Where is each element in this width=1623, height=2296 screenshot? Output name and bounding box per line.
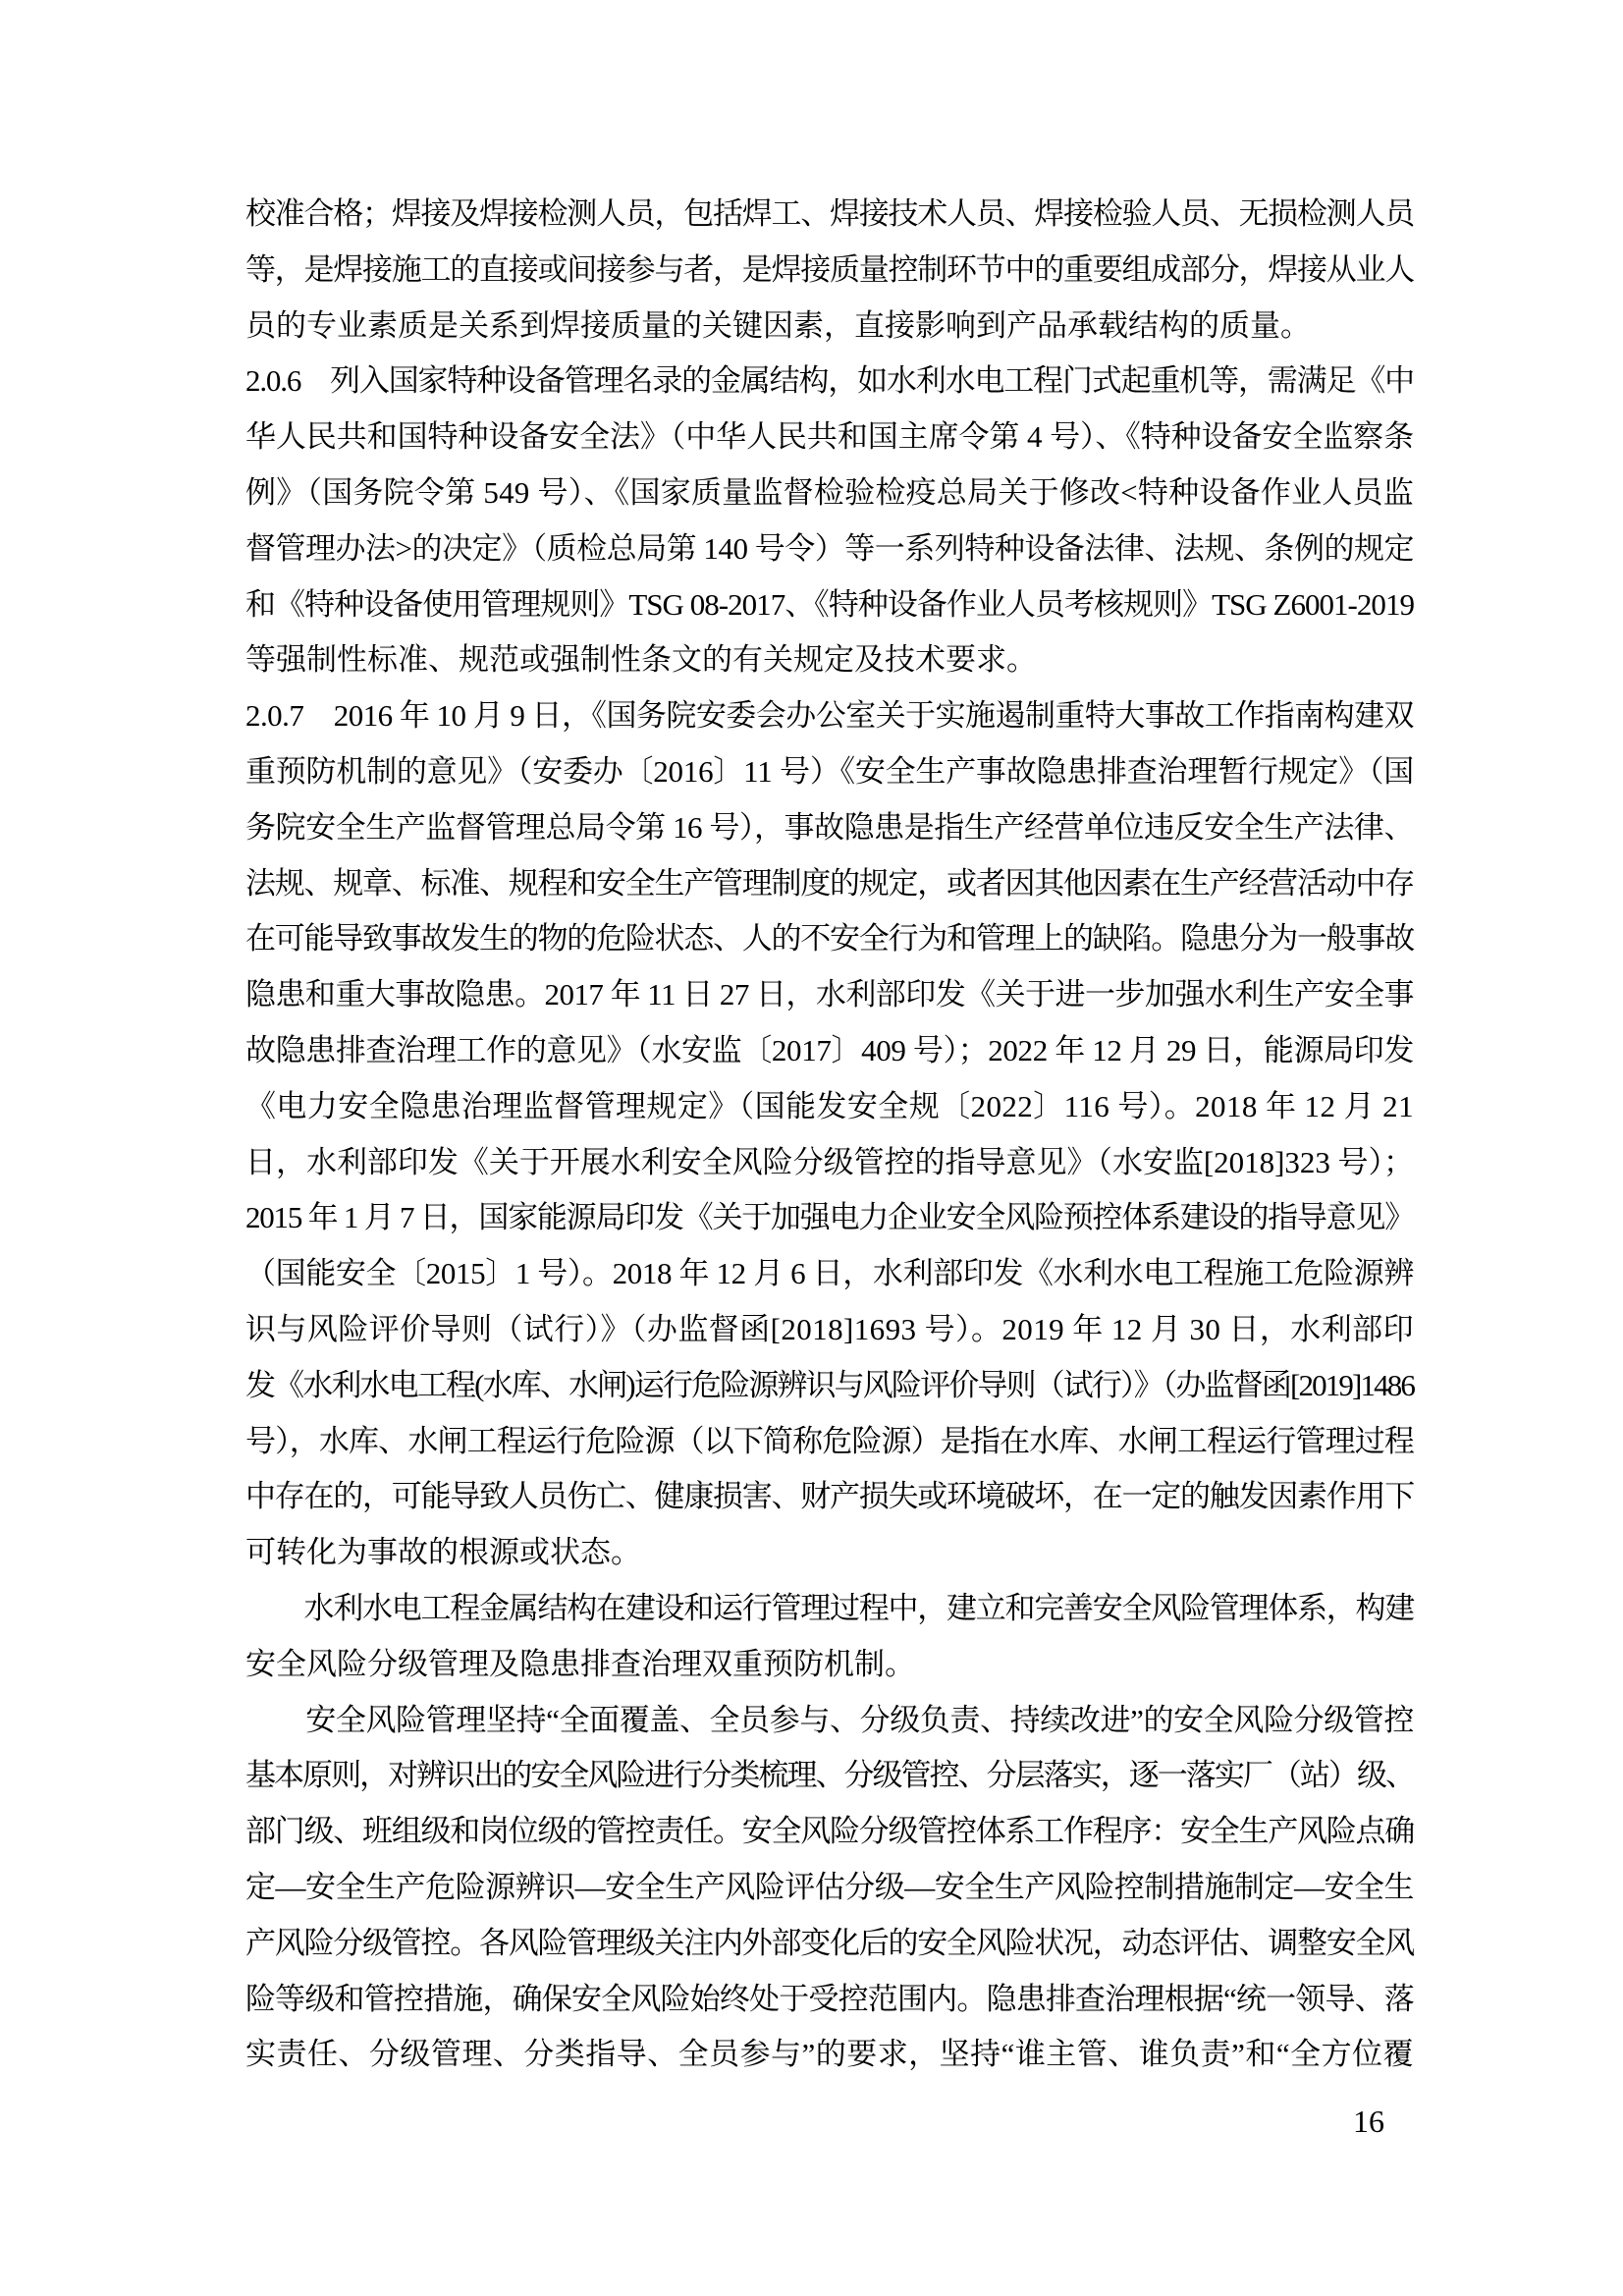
text-line: [245, 1358, 1414, 1414]
text-line: [245, 1804, 1414, 1860]
text-line-content: 和《特种设备使用管理规则》TSG 08-2017、《特种设备作业人员考核规则》TSG Z6001-2019: [245, 586, 1414, 622]
text-line: [245, 967, 1414, 1023]
text-line: [245, 632, 1414, 688]
text-line: [245, 243, 1414, 299]
text-line-content: 安全风险管理坚持“全面覆盖、全员参与、分级负责、持续改进”的安全风险分级管控: [245, 1702, 1414, 1737]
text-line: [245, 1860, 1414, 1916]
text-line-content: 隐患和重大事故隐患。2017 年 11 日 27 日，水利部印发《关于进一步加强水利生产安全事: [245, 977, 1414, 1012]
text-line: [245, 1246, 1414, 1302]
text-line: [245, 856, 1414, 912]
para-clause-2-0-7: [245, 688, 1414, 1581]
document-body: [245, 187, 1414, 2083]
text-line-content: 故隐患排查治理工作的意见》（水安监〔2017〕409 号）；2022 年 12 月 29 日，能源局印发: [245, 1032, 1414, 1067]
text-line-content: （国能安全〔2015〕1 号）。2018 年 12 月 6 日，水利部印发《水利水电工程施工危险源辨: [245, 1256, 1414, 1291]
text-line: [245, 1190, 1414, 1246]
text-line-content: 部门级、班组级和岗位级的管控责任。安全风险分级管控体系工作程序：安全生产风险点确: [245, 1814, 1414, 1849]
text-line: [245, 800, 1414, 856]
text-line-content: 在可能导致事故发生的物的危险状态、人的不安全行为和管理上的缺陷。隐患分为一般事故: [245, 921, 1414, 957]
para-dual-prevention: [245, 1581, 1414, 1693]
text-line-content: 2.0.6 列入国家特种设备管理名录的金属结构，如水利水电工程门式起重机等，需满足《中: [245, 363, 1414, 399]
text-line: [245, 299, 1414, 355]
page-number: 16: [1353, 2104, 1384, 2139]
text-line-content: 产风险分级管控。各风险管理级关注内外部变化后的安全风险状况，动态评估、调整安全风: [245, 1925, 1414, 1960]
text-line-content: 《电力安全隐患治理监督管理规定》（国能发安全规〔2022〕116 号）。2018 年 12 月 21: [245, 1088, 1414, 1123]
text-line: [245, 1972, 1414, 2028]
para-clause-2-0-6: [245, 354, 1414, 688]
text-line: [245, 1302, 1414, 1358]
text-line: [245, 1581, 1414, 1637]
text-line: [245, 577, 1414, 633]
text-line-content: 险等级和管控措施，确保安全风险始终处于受控范围内。隐患排查治理根据“统一领导、落: [245, 1981, 1414, 2016]
text-line-content: 识与风险评价导则（试行）》（办监督函[2018]1693 号）。2019 年 12 月 30 日，水利部印: [245, 1311, 1414, 1346]
text-line-content: 等，是焊接施工的直接或间接参与者，是焊接质量控制环节中的重要组成部分，焊接从业人: [245, 251, 1414, 287]
para-risk-grading-management: [245, 1693, 1414, 2084]
text-line: [245, 465, 1414, 521]
text-line: [245, 1525, 1414, 1581]
text-line: [245, 1637, 1414, 1693]
text-line-content: 校准合格；焊接及焊接检测人员，包括焊工、焊接技术人员、焊接检验人员、无损检测人员: [245, 196, 1414, 231]
text-line-content: 号），水库、水闸工程运行危险源（以下简称危险源）是指在水库、水闸工程运行管理过程: [245, 1423, 1414, 1458]
text-line-content: 2015 年 1 月 7 日，国家能源局印发《关于加强电力企业安全风险预控体系建设的指导意见》: [245, 1200, 1414, 1235]
text-line: [245, 1135, 1414, 1191]
text-line: [245, 744, 1414, 800]
text-line: [245, 1023, 1414, 1079]
text-line-content: 华人民共和国特种设备安全法》（中华人民共和国主席令第 4 号）、《特种设备安全监察条: [245, 419, 1414, 455]
text-line-content: 员的专业素质是关系到焊接质量的关键因素，直接影响到产品承载结构的质量。: [245, 307, 1311, 343]
text-line-content: 例》（国务院令第 549 号）、《国家质量监督检验检疫总局关于修改<特种设备作业人员监: [245, 474, 1414, 510]
text-line: [245, 1469, 1414, 1525]
text-line: [245, 1748, 1414, 1804]
text-line: [245, 1693, 1414, 1749]
text-line-content: 日，水利部印发《关于开展水利安全风险分级管控的指导意见》（水安监[2018]323 号）；: [245, 1144, 1414, 1179]
text-line-content: 2.0.7 2016 年 10 月 9 日，《国务院安委会办公室关于实施遏制重特大事故工作指南构建双: [245, 698, 1414, 734]
text-line: [245, 354, 1414, 410]
text-line-content: 重预防机制的意见》（安委办〔2016〕11 号）《安全生产事故隐患排查治理暂行规定》（国: [245, 753, 1414, 789]
text-line: [245, 911, 1414, 967]
text-line-content: 等强制性标准、规范或强制性条文的有关规定及技术要求。: [245, 642, 1037, 678]
text-line: [245, 521, 1414, 577]
para-welding-personnel: [245, 187, 1414, 354]
text-line-content: 法规、规章、标准、规程和安全生产管理制度的规定，或者因其他因素在生产经营活动中存: [245, 865, 1414, 901]
text-line-content: 基本原则，对辨识出的安全风险进行分类梳理、分级管控、分层落实，逐一落实厂（站）级、: [245, 1758, 1414, 1793]
text-line-content: 水利水电工程金属结构在建设和运行管理过程中，建立和完善安全风险管理体系，构建: [245, 1590, 1414, 1625]
text-line-content: 发《水利水电工程(水库、水闸)运行危险源辨识与风险评价导则（试行）》（办监督函[2019]1486: [245, 1367, 1414, 1402]
text-line: [245, 1414, 1414, 1470]
text-line-content: 督管理办法>的决定》（质检总局第 140 号令）等一系列特种设备法律、法规、条例的规定: [245, 530, 1414, 566]
text-line: [245, 187, 1414, 243]
text-line: [245, 1916, 1414, 1972]
text-line: [245, 410, 1414, 465]
text-line-content: 中存在的，可能导致人员伤亡、健康损害、财产损失或环境破坏，在一定的触发因素作用下: [245, 1479, 1414, 1514]
text-line-content: 定—安全生产危险源辨识—安全生产风险评估分级—安全生产风险控制措施制定—安全生: [245, 1869, 1414, 1904]
text-line-content: 实责任、分级管理、分类指导、全员参与”的要求，坚持“谁主管、谁负责”和“全方位覆: [245, 2037, 1414, 2072]
text-line: [245, 688, 1414, 744]
text-line-content: 安全风险分级管理及隐患排查治理双重预防机制。: [245, 1646, 915, 1681]
text-line: [245, 2027, 1414, 2083]
text-line: [245, 1079, 1414, 1135]
text-line-content: 可转化为事故的根源或状态。: [245, 1535, 641, 1570]
text-line-content: 务院安全生产监督管理总局令第 16 号），事故隐患是指生产经营单位违反安全生产法律、: [245, 809, 1414, 845]
